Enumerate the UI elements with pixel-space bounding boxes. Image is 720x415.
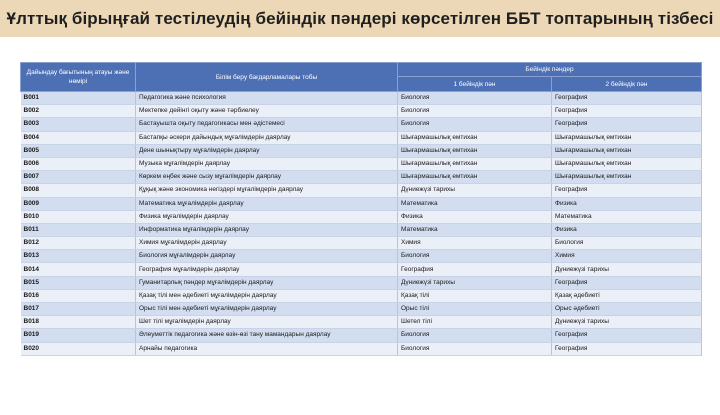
cell-program: Қазақ тілі мен әдебиеті мұғалімдерін даярлау	[136, 289, 398, 302]
cell-code: B011	[21, 223, 136, 236]
table-row	[21, 223, 702, 236]
cell-program: Шет тілі мұғалімдерін даярлау	[136, 316, 398, 329]
cell-subject-1: Орыс тілі	[398, 303, 552, 316]
cell-subject-1: Биология	[398, 118, 552, 131]
cell-subject-1: Математика	[398, 223, 552, 236]
cell-subject-2: Шығармашылық емтихан	[552, 171, 702, 184]
cell-code: B006	[21, 157, 136, 170]
cell-subject-1: Қазақ тілі	[398, 289, 552, 302]
cell-subject-1: Биология	[398, 92, 552, 105]
header-subject-2: 2 бейіндік пән	[552, 77, 702, 92]
table-row	[21, 144, 702, 157]
cell-program: Гуманитарлық пәндер мұғалімдерін даярлау	[136, 276, 398, 289]
cell-code: B013	[21, 250, 136, 263]
table-row	[21, 197, 702, 210]
cell-program: Мектепке дейінгі оқыту және тәрбиелеу	[136, 105, 398, 118]
cell-subject-1: Шығармашылық емтихан	[398, 171, 552, 184]
cell-subject-1: Биология	[398, 342, 552, 355]
cell-program: Әлеуметтік педагогика және өзін-өзі тану мамандарын даярлау	[136, 329, 398, 342]
cell-program: Математика мұғалімдерін даярлау	[136, 197, 398, 210]
cell-code: B017	[21, 303, 136, 316]
cell-program: Дене шынықтыру мұғалімдерін даярлау	[136, 144, 398, 157]
cell-subject-2: Қазақ әдебиеті	[552, 289, 702, 302]
cell-code: B018	[21, 316, 136, 329]
cell-subject-2: Биология	[552, 237, 702, 250]
table-row	[21, 171, 702, 184]
cell-subject-2: Шығармашылық емтихан	[552, 157, 702, 170]
cell-subject-1: Шығармашылық емтихан	[398, 157, 552, 170]
header-program: Білім беру бағдарламалары тобы	[136, 63, 398, 92]
cell-subject-2: Физика	[552, 197, 702, 210]
cell-subject-1: География	[398, 263, 552, 276]
table-row	[21, 276, 702, 289]
cell-subject-2: Математика	[552, 210, 702, 223]
cell-program: Арнайы педагогика	[136, 342, 398, 355]
cell-subject-2: География	[552, 329, 702, 342]
cell-subject-2: Дүниежүзі тарихы	[552, 263, 702, 276]
cell-subject-2: География	[552, 342, 702, 355]
header-subjects: Бейіндік пәндер	[398, 63, 702, 77]
cell-subject-1: Биология	[398, 105, 552, 118]
cell-code: B003	[21, 118, 136, 131]
table-row	[21, 250, 702, 263]
cell-subject-2: Орыс әдебиеті	[552, 303, 702, 316]
cell-program: Биология мұғалімдерін даярлау	[136, 250, 398, 263]
cell-subject-2: География	[552, 92, 702, 105]
cell-program: Құқық және экономика негіздері мұғалімдерін даярлау	[136, 184, 398, 197]
table-row	[21, 210, 702, 223]
table-row	[21, 237, 702, 250]
table-row	[21, 131, 702, 144]
cell-program: География мұғалімдерін даярлау	[136, 263, 398, 276]
cell-subject-2: Шығармашылық емтихан	[552, 131, 702, 144]
table-row	[21, 157, 702, 170]
cell-program: Информатика мұғалімдерін даярлау	[136, 223, 398, 236]
cell-code: B016	[21, 289, 136, 302]
cell-subject-2: Физика	[552, 223, 702, 236]
table-row	[21, 342, 702, 355]
cell-program: Музыка мұғалімдерін даярлау	[136, 157, 398, 170]
cell-code: B015	[21, 276, 136, 289]
cell-code: B010	[21, 210, 136, 223]
cell-subject-1: Шығармашылық емтихан	[398, 131, 552, 144]
cell-program: Химия мұғалімдерін даярлау	[136, 237, 398, 250]
cell-subject-2: Химия	[552, 250, 702, 263]
cell-program: Физика мұғалімдерін даярлау	[136, 210, 398, 223]
cell-code: B001	[21, 92, 136, 105]
cell-program: Бастапқы әскери дайындық мұғалімдерін даярлау	[136, 131, 398, 144]
cell-code: B008	[21, 184, 136, 197]
header-subject-1: 1 бейіндік пән	[398, 77, 552, 92]
table-row	[21, 105, 702, 118]
cell-subject-2: Дүниежүзі тарихы	[552, 316, 702, 329]
cell-subject-1: Дүниежүзі тарихы	[398, 276, 552, 289]
table-row	[21, 289, 702, 302]
cell-subject-1: Физика	[398, 210, 552, 223]
cell-code: B007	[21, 171, 136, 184]
cell-subject-1: Дүниежүзі тарихы	[398, 184, 552, 197]
header-code: Дайындау бағытының атауы және нөмірі	[21, 63, 136, 92]
cell-subject-2: География	[552, 118, 702, 131]
title-banner	[0, 0, 720, 37]
table-body	[21, 92, 702, 356]
cell-subject-1: Шығармашылық емтихан	[398, 144, 552, 157]
table-row	[21, 303, 702, 316]
cell-subject-1: Биология	[398, 329, 552, 342]
cell-subject-1: Математика	[398, 197, 552, 210]
cell-subject-2: География	[552, 105, 702, 118]
table-row	[21, 118, 702, 131]
cell-code: B009	[21, 197, 136, 210]
table-row	[21, 184, 702, 197]
cell-code: B002	[21, 105, 136, 118]
cell-subject-2: Шығармашылық емтихан	[552, 144, 702, 157]
cell-code: B014	[21, 263, 136, 276]
cell-subject-2: География	[552, 184, 702, 197]
cell-program: Көркем еңбек және сызу мұғалімдерін даярлау	[136, 171, 398, 184]
table-row	[21, 263, 702, 276]
cell-code: B005	[21, 144, 136, 157]
table-row	[21, 92, 702, 105]
cell-code: B020	[21, 342, 136, 355]
table-row	[21, 316, 702, 329]
cell-subject-1: Химия	[398, 237, 552, 250]
cell-subject-1: Шетел тілі	[398, 316, 552, 329]
cell-code: B019	[21, 329, 136, 342]
cell-code: B004	[21, 131, 136, 144]
page-title: Ұлттық бірыңғай тестілеудің бейіндік пәндері көрсетілген ББТ топтарының тізбесі	[6, 8, 714, 28]
cell-program: Бастауышта оқыту педагогикасы мен әдістемесі	[136, 118, 398, 131]
cell-subject-1: Биология	[398, 250, 552, 263]
cell-subject-2: География	[552, 276, 702, 289]
cell-program: Педагогика және психология	[136, 92, 398, 105]
table-row	[21, 329, 702, 342]
cell-program: Орыс тілі мен әдебиеті мұғалімдерін даярлау	[136, 303, 398, 316]
profile-subjects-table	[20, 62, 702, 356]
cell-code: B012	[21, 237, 136, 250]
